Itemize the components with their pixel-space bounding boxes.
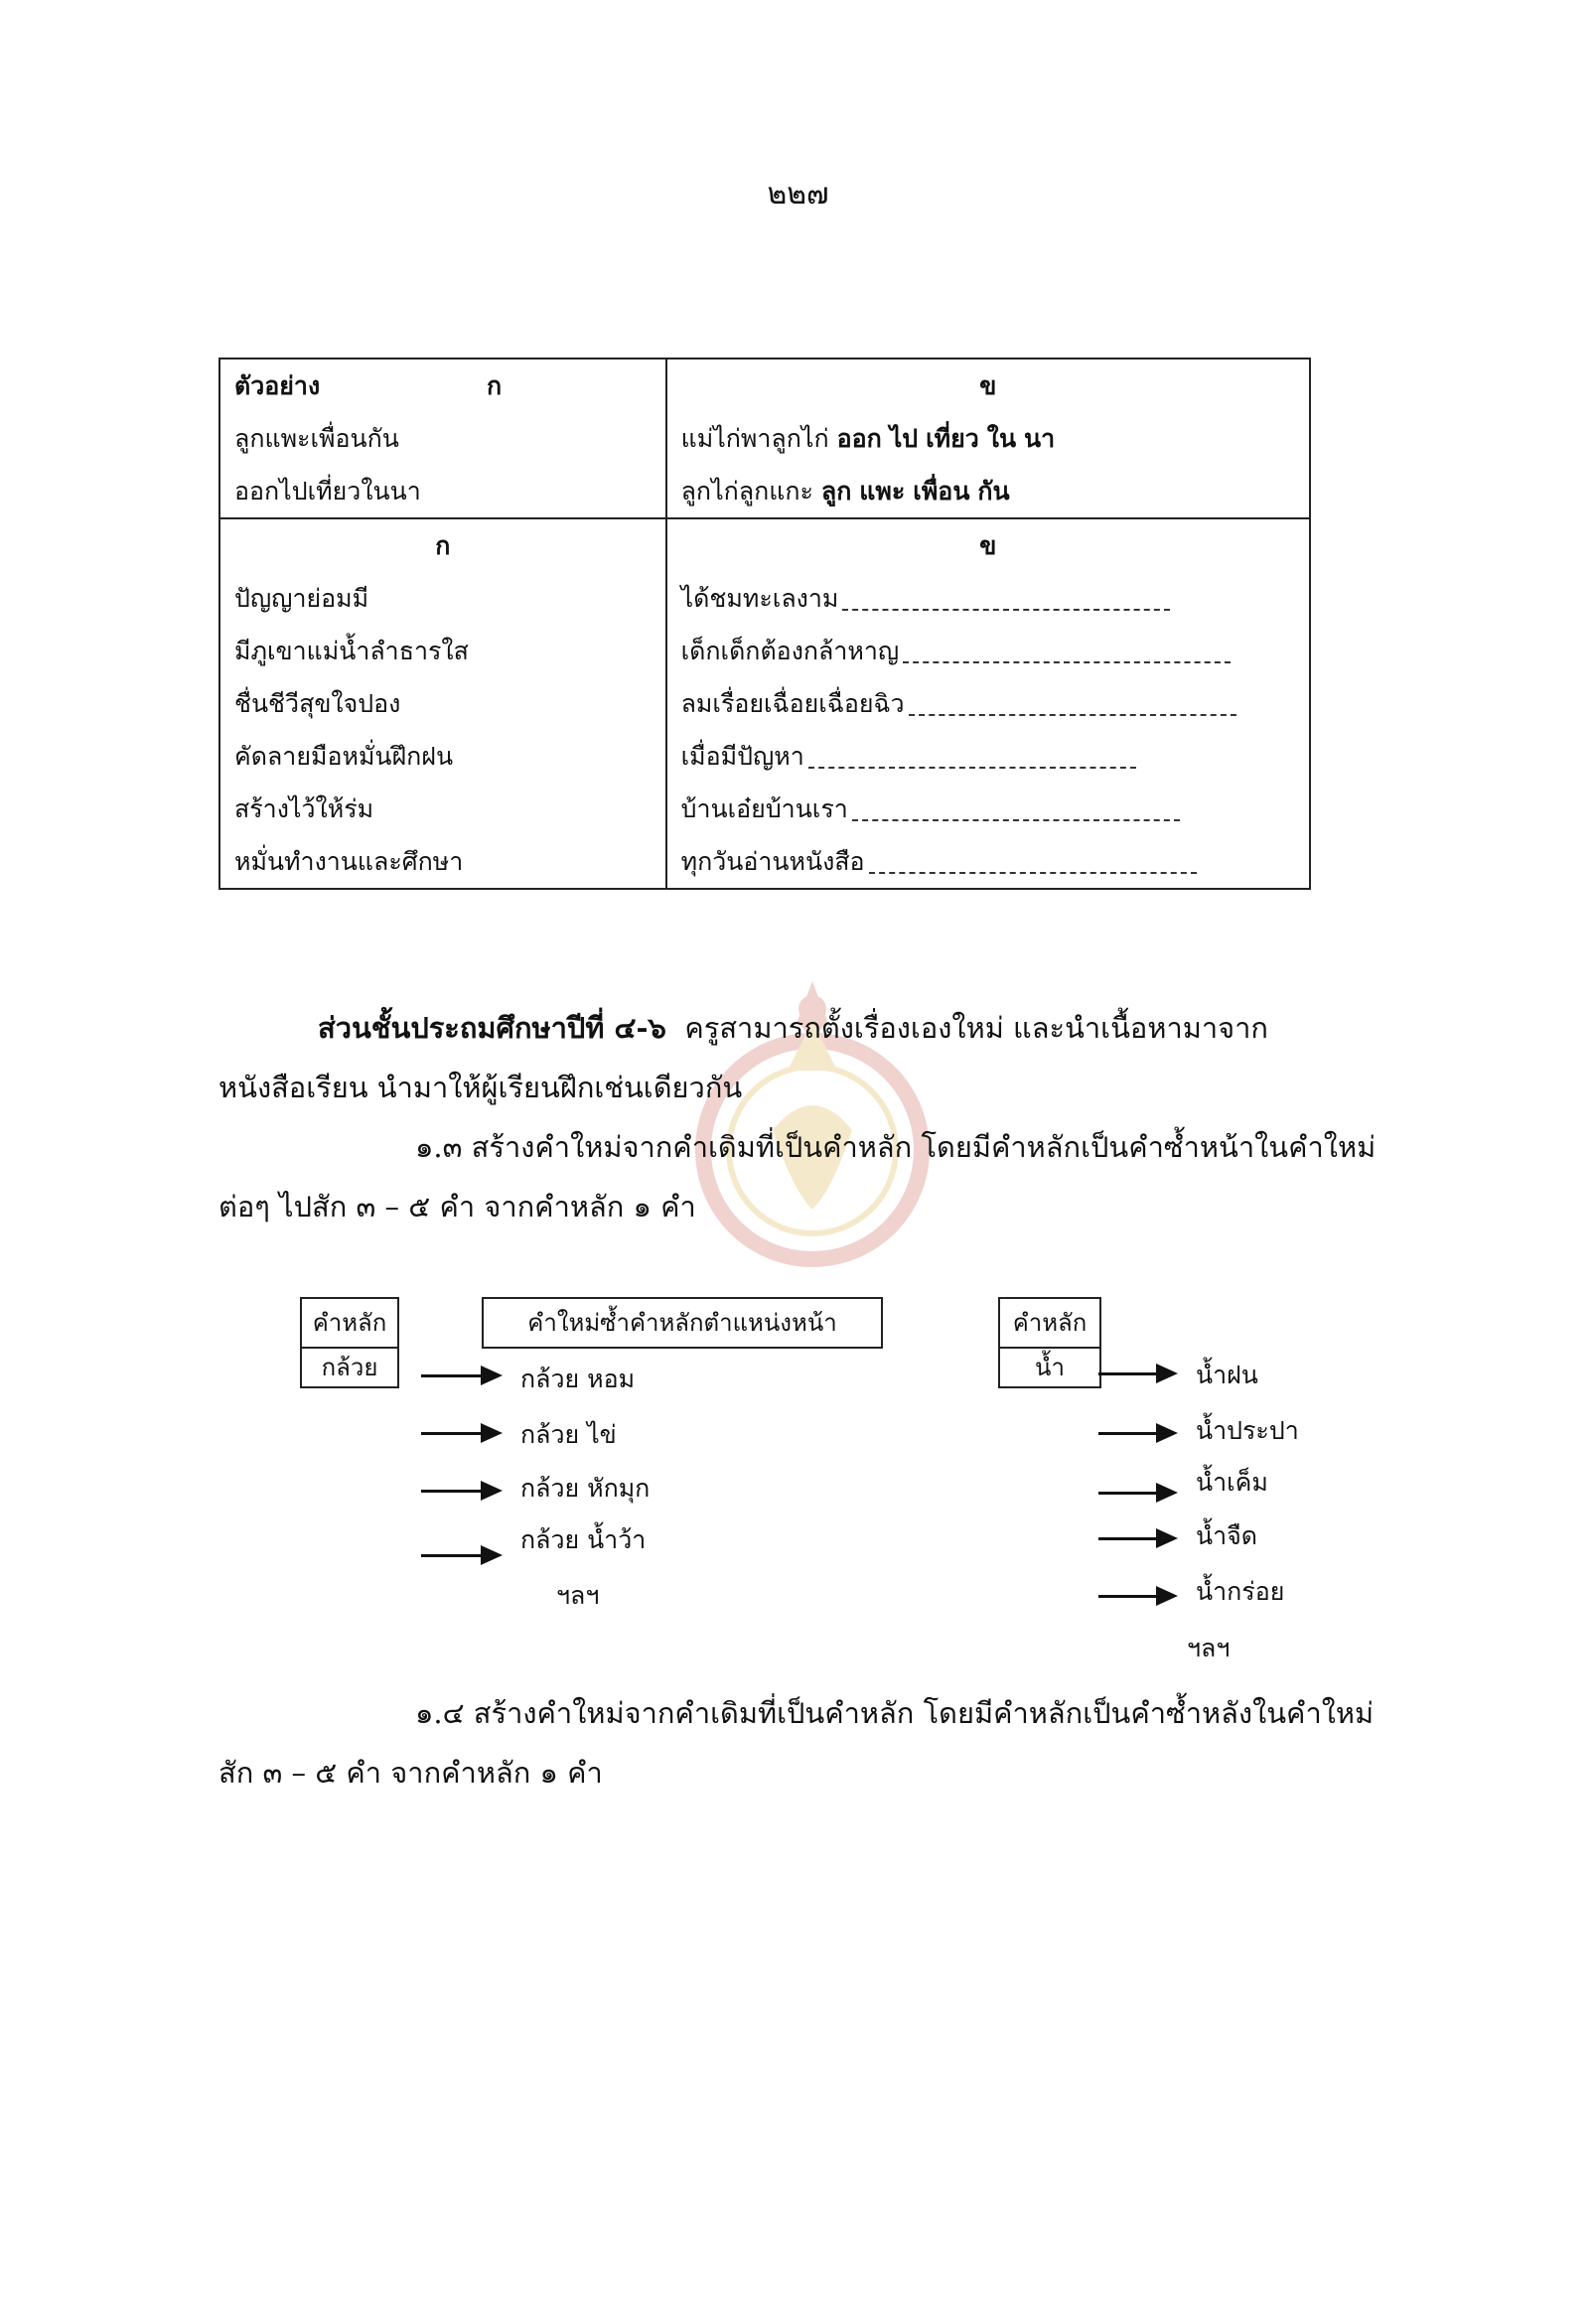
exercise-header-b: ข: [979, 531, 997, 560]
section-heading: ส่วนชั้นประถมศึกษาปีที่ ๔-๖: [318, 1011, 666, 1045]
example-label: ตัวอย่าง: [234, 371, 321, 400]
exercise-a-item: มีภูเขาแม่น้ำลำธารใส: [234, 637, 469, 665]
exercise-b-item: [667, 572, 1309, 625]
exercise-b-text: ทุกวันอ่านหนังสือ: [680, 847, 865, 876]
exercise-b-item: [667, 677, 1309, 730]
arrow-right-icon: [1098, 1595, 1174, 1598]
left-etc: ฯลฯ: [556, 1581, 600, 1610]
example-b2-word: เพื่อน: [913, 477, 970, 505]
exercise-b-item: [667, 625, 1309, 677]
answer-blank[interactable]: [869, 854, 1197, 874]
arrow-right-icon: [421, 1490, 499, 1493]
exercise-a-item: คัดลายมือหมั่นฝึกฝน: [234, 742, 454, 771]
example-b1-prefix: แม่ไก่พาลูกไก่: [680, 424, 829, 453]
exercise-b-text: เด็กเด็กต้องกล้าหาญ: [680, 637, 900, 665]
example-b1-word: เที่ยว: [926, 424, 979, 453]
example-b-line-1: [667, 412, 1309, 465]
right-new-word: น้ำประปา: [1196, 1416, 1299, 1445]
example-header-b: ข: [979, 371, 997, 400]
answer-blank[interactable]: [842, 591, 1170, 611]
item-1-3-line-1: ๑.๓ สร้างคำใหม่จากคำเดิมที่เป็นคำหลัก โดยมีคำหลักเป็นคำซ้ำหน้าในคำใหม่: [415, 1130, 1377, 1164]
exercise-b-text: ลมเรื่อยเฉื่อยเฉื่อยฉิว: [680, 689, 905, 718]
example-row: [219, 359, 1310, 518]
item-1-4-line-1: ๑.๔ สร้างคำใหม่จากคำเดิมที่เป็นคำหลัก โดยมีคำหลักเป็นคำซ้ำหลังในคำใหม่: [415, 1696, 1375, 1730]
arrow-right-icon: [1098, 1372, 1174, 1375]
left-new-word: กล้วย น้ำว้า: [520, 1525, 647, 1554]
answer-blank[interactable]: [852, 801, 1180, 821]
exercise-b-item: [667, 783, 1309, 835]
example-b2-word: กัน: [977, 477, 1010, 505]
exercise-a-item: หมั่นทำงานและศึกษา: [234, 847, 464, 876]
right-new-word: น้ำจืด: [1196, 1521, 1258, 1550]
left-title-box: คำใหม่ซ้ำคำหลักตำแหน่งหน้า: [482, 1297, 883, 1349]
arrow-right-icon: [1098, 1492, 1174, 1495]
arrow-right-icon: [1098, 1432, 1174, 1435]
arrow-right-icon: [421, 1554, 499, 1557]
left-new-word: กล้วย หักมุก: [520, 1474, 651, 1503]
left-head-label-box: คำหลัก: [300, 1297, 399, 1349]
exercise-cell-a: [219, 518, 666, 889]
example-b1-word: ไป: [889, 424, 919, 453]
left-head-word-box: กล้วย: [300, 1347, 399, 1388]
exercise-b-item: [667, 835, 1309, 888]
right-head-word-box: น้ำ: [998, 1347, 1101, 1388]
example-b2-word: ลูก: [820, 477, 852, 505]
section-intro-rest: ครูสามารถตั้งเรื่องเองใหม่ และนำเนื้อหามาจาก: [684, 1011, 1268, 1045]
exercise-cell-b: [666, 518, 1310, 889]
item-1-4-line-2: สัก ๓ – ๕ คำ จากคำหลัก ๑ คำ: [218, 1756, 603, 1790]
answer-blank[interactable]: [909, 696, 1236, 716]
arrow-right-icon: [421, 1374, 499, 1377]
example-header-a: ก: [487, 371, 503, 400]
exercise-b-text: ได้ชมทะเลงาม: [680, 584, 839, 613]
right-new-word: น้ำฝน: [1196, 1361, 1258, 1389]
example-b1-word: ใน: [986, 424, 1017, 453]
exercise-a-item: ชื่นชีวีสุขใจปอง: [234, 689, 401, 718]
example-a-line-2: ออกไปเที่ยวในนา: [234, 477, 421, 505]
exercise-b-text: เมื่อมีปัญหา: [680, 742, 804, 771]
left-new-word: กล้วย หอม: [520, 1365, 636, 1393]
example-b1-word: ออก: [836, 424, 882, 453]
example-b2-word: แพะ: [859, 477, 906, 505]
example-a-line-1: ลูกแพะเพื่อนกัน: [234, 424, 399, 453]
exercise-header-a: ก: [435, 531, 451, 560]
example-cell-a: [219, 359, 666, 518]
arrow-right-icon: [421, 1432, 499, 1435]
arrow-right-icon: [1098, 1537, 1174, 1540]
right-new-word: น้ำกร่อย: [1196, 1577, 1285, 1606]
example-b1-word: นา: [1024, 424, 1056, 453]
example-b-line-2: [667, 465, 1309, 517]
answer-blank[interactable]: [808, 749, 1136, 769]
exercise-a-item: สร้างไว้ให้ร่ม: [234, 794, 374, 823]
answer-blank[interactable]: [903, 644, 1231, 663]
page-number: ๒๒๗: [767, 177, 829, 212]
example-cell-b: [666, 359, 1310, 518]
right-head-label-box: คำหลัก: [998, 1297, 1101, 1349]
exercise-row: [219, 518, 1310, 889]
item-1-3-line-2: ต่อๆ ไปสัก ๓ – ๕ คำ จากคำหลัก ๑ คำ: [218, 1190, 696, 1223]
exercise-b-item: [667, 730, 1309, 783]
left-new-word: กล้วย ไข่: [520, 1420, 617, 1449]
exercise-a-item: ปัญญาย่อมมี: [234, 584, 369, 613]
right-new-word: น้ำเค็ม: [1196, 1468, 1268, 1497]
example-b2-prefix: ลูกไก่ลูกแกะ: [680, 477, 813, 505]
example-table: [218, 358, 1311, 890]
right-etc: ฯลฯ: [1187, 1634, 1231, 1662]
section-intro-line-2: หนังสือเรียน นำมาให้ผู้เรียนฝึกเช่นเดียวกัน: [218, 1071, 743, 1104]
section-intro-line-1: [318, 1005, 1268, 1051]
exercise-b-text: บ้านเอ๋ยบ้านเรา: [680, 794, 848, 823]
